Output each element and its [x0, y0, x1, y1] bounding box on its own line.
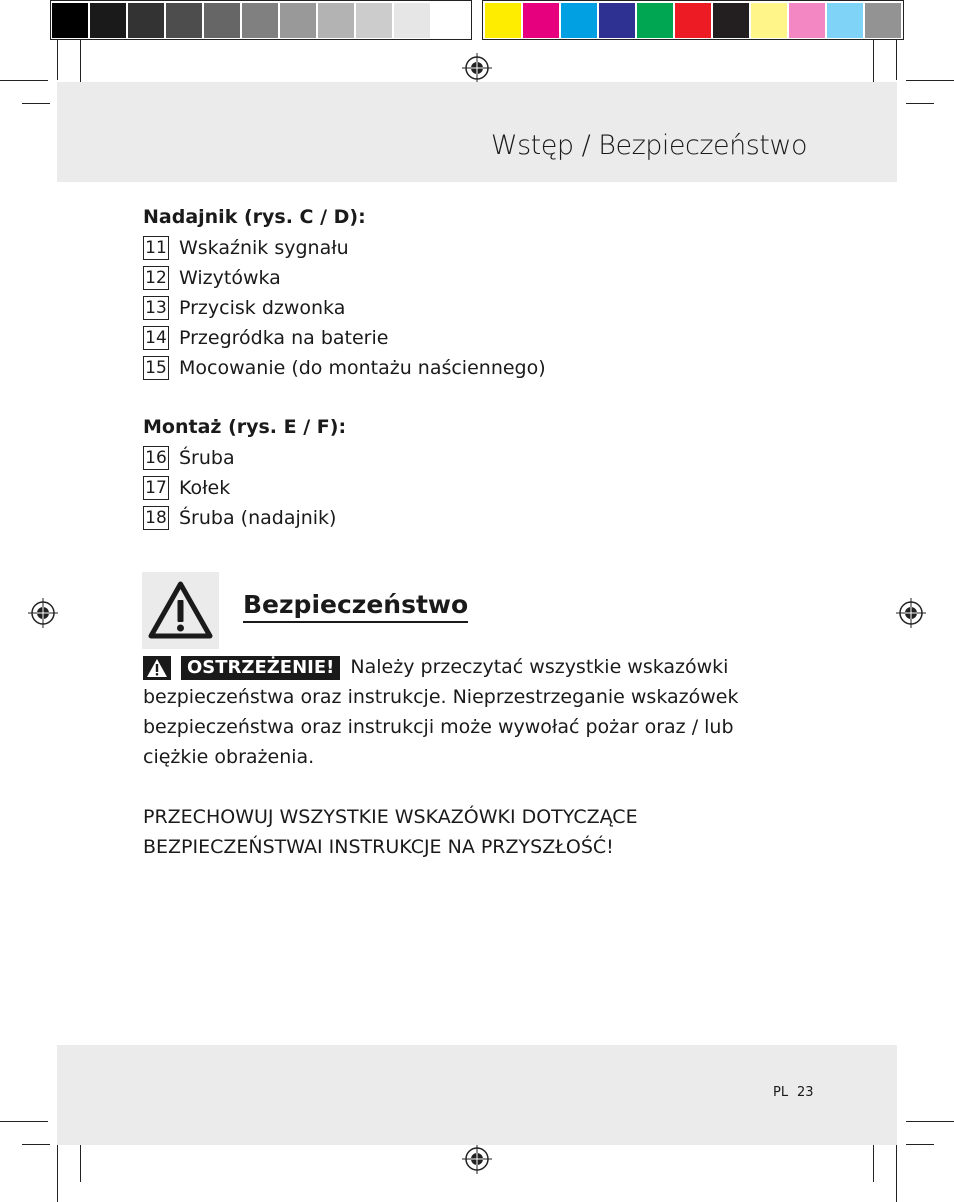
footer-band	[57, 1045, 897, 1145]
item-number: 16	[143, 446, 169, 470]
color-swatch	[599, 3, 635, 38]
item-number: 15	[143, 356, 169, 380]
registration-mark-icon	[28, 598, 58, 628]
warning-triangle-icon	[142, 572, 219, 649]
warning-line: bezpieczeństwa oraz instrukcji może wywołać pożar oraz / lub	[143, 716, 734, 738]
item-label: Wskaźnik sygnału	[179, 237, 349, 259]
color-swatch	[713, 3, 749, 38]
color-swatch	[166, 3, 202, 38]
color-swatch	[561, 3, 597, 38]
safety-title: Bezpieczeństwo	[243, 590, 468, 623]
color-swatch	[394, 3, 430, 38]
warning-badge: OSTRZEŻENIE!	[181, 656, 340, 680]
item-label: Mocowanie (do montażu naściennego)	[179, 357, 546, 379]
list-item	[143, 476, 230, 500]
keep-instructions	[143, 802, 638, 862]
footer-language: PL	[773, 1085, 789, 1100]
warning-line: ciężkie obrażenia.	[143, 746, 315, 768]
color-swatch	[523, 3, 559, 38]
registration-mark-icon	[462, 1144, 492, 1174]
color-swatch	[52, 3, 88, 38]
item-number: 14	[143, 326, 169, 350]
page-number: 23	[797, 1085, 814, 1100]
color-swatch	[432, 3, 468, 38]
list-item	[143, 446, 235, 470]
color-swatch	[789, 3, 825, 38]
keep-line: PRZECHOWUJ WSZYSTKIE WSKAZÓWKI DOTYCZĄCE	[143, 806, 638, 828]
item-label: Przegródka na baterie	[179, 327, 389, 349]
warning-small-icon	[143, 656, 171, 680]
warning-line: Należy przeczytać wszystkie wskazówki	[350, 656, 729, 678]
item-number: 18	[143, 506, 169, 530]
page-title: Wstęp / Bezpieczeństwo	[490, 130, 807, 161]
color-swatch	[90, 3, 126, 38]
registration-mark-icon	[896, 598, 926, 628]
color-swatch	[204, 3, 240, 38]
color-swatch	[827, 3, 863, 38]
list-item	[143, 506, 336, 530]
list-item	[143, 236, 349, 260]
color-swatch	[356, 3, 392, 38]
list-item	[143, 356, 546, 380]
registration-mark-icon	[462, 53, 492, 83]
color-swatch	[751, 3, 787, 38]
warning-paragraph	[143, 652, 738, 772]
item-number: 11	[143, 236, 169, 260]
item-number: 12	[143, 266, 169, 290]
section-heading-mounting: Montaż (rys. E / F):	[143, 416, 347, 438]
list-item	[143, 326, 388, 350]
item-number: 17	[143, 476, 169, 500]
item-label: Kołek	[179, 477, 231, 499]
item-label: Śruba	[179, 447, 235, 469]
color-swatch	[318, 3, 354, 38]
color-swatch	[637, 3, 673, 38]
color-swatch	[280, 3, 316, 38]
keep-line: BEZPIECZEŃSTWAI INSTRUKCJE NA PRZYSZŁOŚĆ!	[143, 836, 614, 858]
list-item	[143, 266, 281, 290]
color-swatch	[128, 3, 164, 38]
item-label: Przycisk dzwonka	[179, 297, 346, 319]
section-heading-transmitter: Nadajnik (rys. C / D):	[143, 206, 366, 228]
list-item	[143, 296, 345, 320]
item-label: Wizytówka	[179, 267, 281, 289]
color-swatch	[675, 3, 711, 38]
warning-line: bezpieczeństwa oraz instrukcje. Nieprzestrzeganie wskazówek	[143, 686, 739, 708]
item-number: 13	[143, 296, 169, 320]
color-swatch	[865, 3, 901, 38]
color-swatch	[242, 3, 278, 38]
warning-box	[142, 572, 219, 649]
color-swatch	[485, 3, 521, 38]
item-label: Śruba (nadajnik)	[179, 507, 337, 529]
